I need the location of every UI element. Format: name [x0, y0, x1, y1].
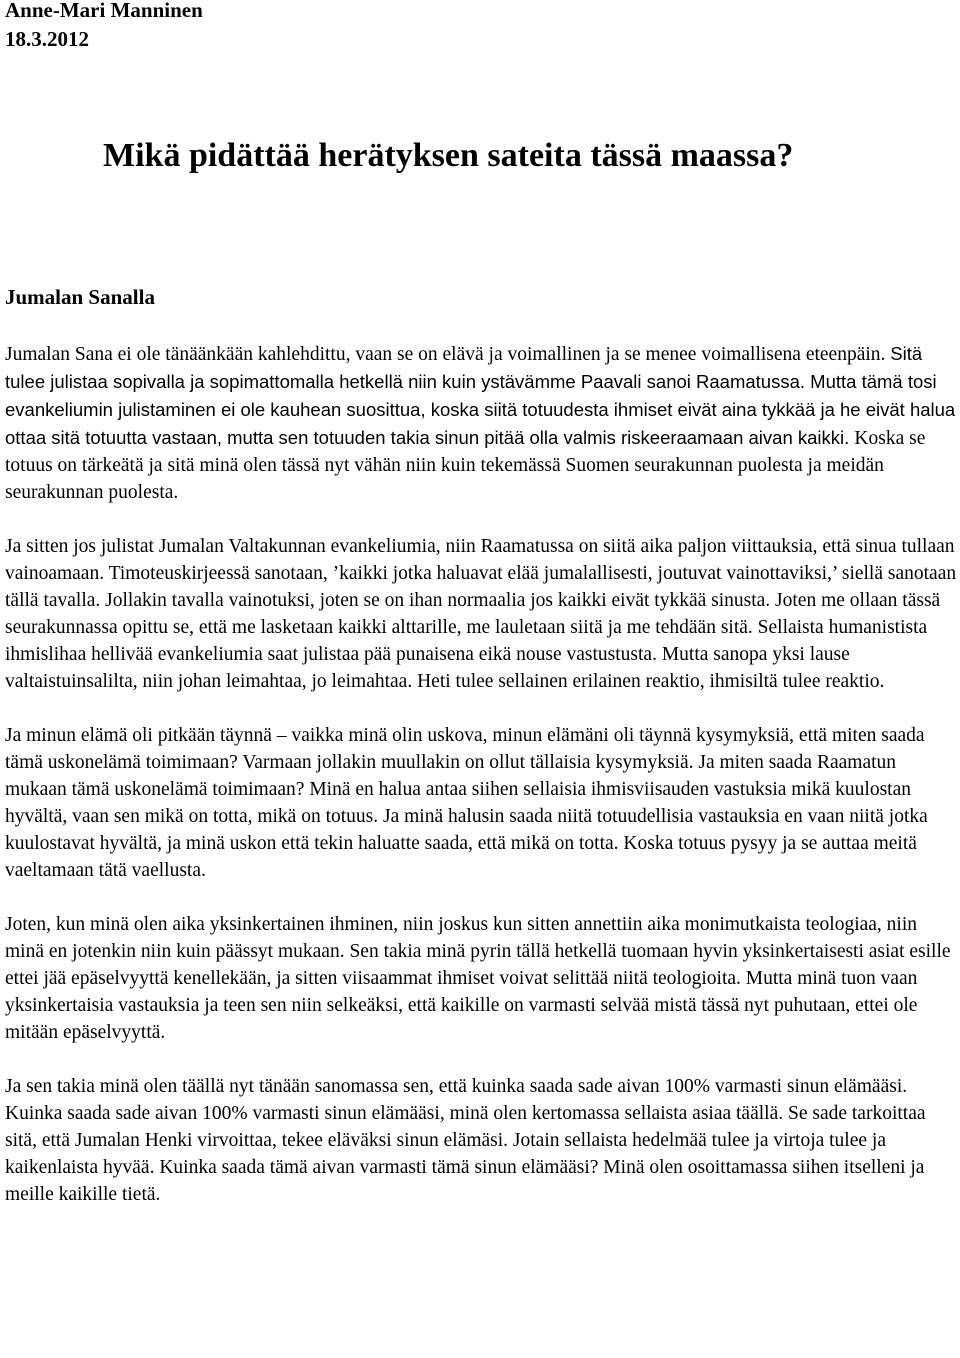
body-text [5, 340, 959, 1235]
document-date: 18.3.2012 [5, 27, 89, 51]
document-title: Mikä pidättää herätyksen sateita tässä maassa? [103, 137, 794, 174]
paragraph-5: Ja sen takia minä olen täällä nyt tänään sanomassa sen, että kuinka saada sade aivan 100% varmasti sinun elämääsi. Kuinka saada sade aivan 100% varmasti sinun elämääsi, minä olen kertomassa sellaista asiaa täällä. Se sade tarkoittaa sitä, että Jumalan Henki virvoittaa, tekee eläväksi sinun elämäsi. Jotain sellaista hedelmää tulee ja virtoja tulee ja kaikenlaista hyvää. Kuinka saada tämä aivan varmasti tämä sinun elämääsi? Minä olen osoittamassa siihen itselleni ja meille kaikille tietä. [5, 1076, 926, 1205]
paragraph-4: Joten, kun minä olen aika yksinkertainen ihminen, niin joskus kun sitten annettiin aika monimutkaista teologiaa, niin minä en jotenkin niin kuin päässyt mukaan. Sen takia minä pyrin tällä hetkellä tuomaan hyvin yksinkertaisesti asiat esille ettei jää epäselvyyttä kenellekään, ja sitten viisaammat ihmiset voivat selittää niitä teologioita. Mutta minä tuon vaan yksinkertaisia vastauksia ja teen sen niin selkeäksi, että kaikille on varmasti selvää mistä tässä nyt puhutaan, ettei ole mitään epäselvyyttä. [5, 914, 951, 1043]
section-heading: Jumalan Sanalla [5, 285, 155, 309]
paragraph-2: Ja sitten jos julistat Jumalan Valtakunnan evankeliumia, niin Raamatussa on siitä aika paljon viittauksia, että sinua tullaan vainoamaan. Timoteuskirjeessä sanotaan, ’kaikki jotka haluavat elää jumalallisesti, joutuvat vainottaviksi,’ siellä sanotaan tällä tavalla. Jollakin tavalla vainotuksi, joten se on ihan normaalia jos kaikki eivät tykkää sinusta. Joten me ollaan tässä seurakunnassa opittu se, että me lasketaan kaikki alttarille, me lauletaan siitä ja me tehdään sitä. Sellaista humanistista ihmislihaa hellivää evankeliumia saat julistaa pää punaisena eikä nouse vastustusta. Mutta sanopa yksi lause valtaistuinsalilta, niin johan leimahtaa, jo leimahtaa. Heti tulee sellainen erilainen reaktio, ihmisiltä tulee reaktio. [5, 536, 957, 692]
paragraph-3: Ja minun elämä oli pitkään täynnä – vaikka minä olin uskova, minun elämäni oli täynnä kysymyksiä, että miten saada tämä uskonelämä toimimaan? Varmaan jollakin muullakin on ollut tällaisia kysymyksiä. Ja miten saada Raamatun mukaan tämä uskonelämä toimimaan? Minä en halua antaa siihen sellaisia ihmisviisauden vastuksia mikä kuulostan hyvältä, vaan sen mikä on totta, mikä on totuus. Ja minä halusin saada niitä totuudellisia vastauksia en vaan niitä jotka kuulostavat hyvältä, ja minä uskon että tekin haluatte saada, että mikä on totta. Koska totuus pysyy ja se auttaa meitä vaeltamaan tätä vaellusta. [5, 725, 928, 881]
author-name: Anne-Mari Manninen [5, 0, 203, 22]
paragraph-1 [5, 340, 959, 506]
author-block [5, 0, 203, 54]
paragraph-1-part-2: Sitä tulee julistaa sopivalla ja sopimattomalla hetkellä niin kuin ystävämme Paavali sanoi Raamatussa. Mutta tämä tosi evankeliumin julistaminen ei ole kauhean suosittua, koska siitä totuudesta ihmiset eivät aina tykkää ja he eivät halua ottaa sitä totuutta vastaan, mutta sen totuuden takia sinun pitää olla valmis riskeeraamaan aivan kaikki. [5, 343, 956, 448]
paragraph-1-part-1: Jumalan Sana ei ole tänäänkään kahlehdittu, vaan se on elävä ja voimallinen ja se menee voimallisena eteenpäin. [5, 344, 891, 365]
paragraph-1-part-3: Koska se totuus on tärkeätä ja sitä minä olen tässä nyt vähän niin kuin tekemässä Suomen seurakunnan puolesta ja meidän seurakunnan puolesta. [5, 428, 926, 503]
